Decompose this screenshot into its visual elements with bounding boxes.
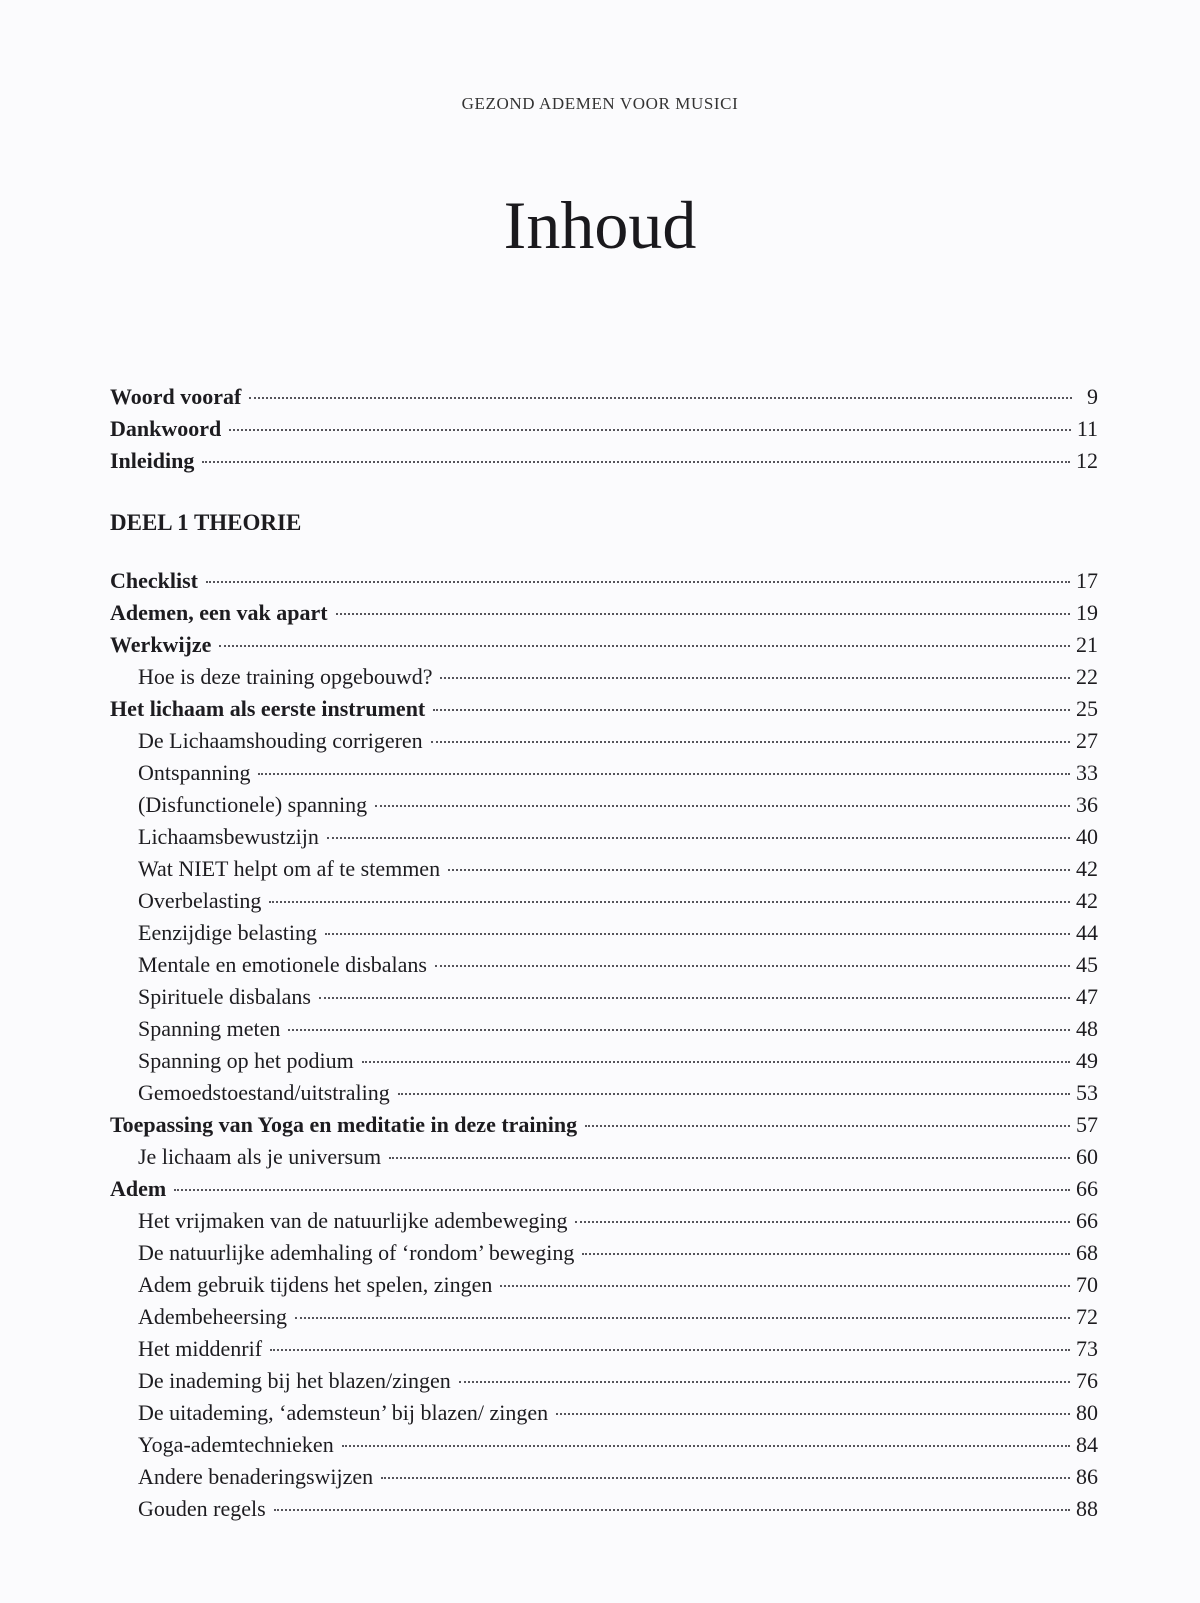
toc-chapter-entry[interactable]: [110, 600, 1098, 632]
toc-entry-label: Wat NIET helpt om af te stemmen: [138, 856, 441, 881]
toc-entry-page: 72: [1076, 1304, 1098, 1329]
toc-entry-label: (Disfunctionele) spanning: [138, 792, 368, 817]
toc-entry-page: 11: [1076, 416, 1098, 441]
dot-leader: [448, 869, 1070, 871]
toc-entry-label: Spanning op het podium: [138, 1048, 354, 1073]
toc-chapter-entry[interactable]: [110, 1176, 1098, 1208]
toc-section-entry[interactable]: [110, 1304, 1098, 1336]
toc-part-1: [110, 568, 1098, 1528]
toc-entry-label: Checklist: [110, 568, 198, 593]
toc-entry-label: De natuurlijke ademhaling of ‘rondom’ beweging: [138, 1240, 575, 1265]
toc-section-entry[interactable]: [110, 984, 1098, 1016]
toc-entry-page: 80: [1076, 1400, 1098, 1425]
toc-entry-page: 68: [1076, 1240, 1098, 1265]
toc-entry-page: 42: [1076, 888, 1098, 913]
dot-leader: [398, 1093, 1070, 1095]
toc-entry-label: Je lichaam als je universum: [138, 1144, 382, 1169]
toc-section-entry[interactable]: [110, 920, 1098, 952]
toc-entry-page: 25: [1076, 696, 1098, 721]
toc-entry-label: Yoga-ademtechnieken: [138, 1432, 334, 1457]
toc-section-entry[interactable]: [110, 1080, 1098, 1112]
toc-section-entry[interactable]: [110, 1048, 1098, 1080]
toc-chapter-entry[interactable]: [110, 1112, 1098, 1144]
toc-entry-label: Gemoedstoestand/uitstraling: [138, 1080, 390, 1105]
toc-entry-page: 47: [1076, 984, 1098, 1009]
dot-leader: [381, 1477, 1070, 1479]
dot-leader: [585, 1125, 1070, 1127]
toc-entry-label: Het lichaam als eerste instrument: [110, 696, 426, 721]
dot-leader: [500, 1285, 1070, 1287]
toc-section-entry[interactable]: [110, 760, 1098, 792]
toc-entry-label: Hoe is deze training opgebouwd?: [138, 664, 433, 689]
dot-leader: [362, 1061, 1070, 1063]
dot-leader: [431, 741, 1070, 743]
dot-leader: [174, 1189, 1070, 1191]
toc-entry-page: 73: [1076, 1336, 1098, 1361]
toc-section-entry[interactable]: [110, 1336, 1098, 1368]
toc-entry-label: Toepassing van Yoga en meditatie in deze training: [110, 1112, 578, 1137]
toc-entry-label: Gouden regels: [138, 1496, 266, 1521]
toc-chapter-entry[interactable]: [110, 632, 1098, 664]
toc-entry-label: Eenzijdige belasting: [138, 920, 317, 945]
toc-entry-label: Lichaamsbewustzijn: [138, 824, 319, 849]
running-head: GEZOND ADEMEN VOOR MUSICI: [461, 94, 739, 113]
toc-section-entry[interactable]: [110, 952, 1098, 984]
toc-entry-label: Het vrijmaken van de natuurlijke adembeweging: [138, 1208, 568, 1233]
dot-leader: [342, 1445, 1070, 1447]
toc-section-entry[interactable]: [110, 1240, 1098, 1272]
dot-leader: [582, 1253, 1070, 1255]
toc-entry-label: Adembeheersing: [138, 1304, 288, 1329]
toc-section-entry[interactable]: [110, 1400, 1098, 1432]
toc-entry-label: Woord vooraf: [110, 384, 242, 409]
toc-chapter-entry[interactable]: [110, 568, 1098, 600]
dot-leader: [295, 1317, 1070, 1319]
dot-leader: [575, 1221, 1070, 1223]
toc-entry-label: Inleiding: [110, 448, 195, 473]
toc-entry-label: De inademing bij het blazen/zingen: [138, 1368, 451, 1393]
toc-entry-page: 53: [1076, 1080, 1098, 1105]
dot-leader: [556, 1413, 1070, 1415]
dot-leader: [375, 805, 1070, 807]
toc-section-entry[interactable]: [110, 1272, 1098, 1304]
toc-section-entry[interactable]: [110, 1432, 1098, 1464]
toc-entry[interactable]: [110, 384, 1098, 416]
toc-entry-page: 48: [1076, 1016, 1098, 1041]
dot-leader: [327, 837, 1070, 839]
dot-leader: [325, 933, 1070, 935]
toc-section-entry[interactable]: [110, 824, 1098, 856]
toc-entry-page: 45: [1076, 952, 1098, 977]
toc-entry-label: Ademen, een vak apart: [110, 600, 328, 625]
dot-leader: [336, 613, 1070, 615]
toc-entry-page: 66: [1076, 1208, 1098, 1233]
toc-entry-label: Mentale en emotionele disbalans: [138, 952, 427, 977]
toc-section-entry[interactable]: [110, 1496, 1098, 1528]
dot-leader: [206, 581, 1070, 583]
toc-section-entry[interactable]: [110, 664, 1098, 696]
toc-entry-page: 36: [1076, 792, 1098, 817]
toc-entry[interactable]: [110, 416, 1098, 448]
toc-entry-page: 57: [1076, 1112, 1098, 1137]
toc-entry-page: 42: [1076, 856, 1098, 881]
dot-leader: [433, 709, 1070, 711]
dot-leader: [319, 997, 1070, 999]
dot-leader: [269, 901, 1070, 903]
toc-section-entry[interactable]: [110, 1016, 1098, 1048]
toc-section-entry[interactable]: [110, 888, 1098, 920]
toc-entry-page: 70: [1076, 1272, 1098, 1297]
toc-entry-label: Adem: [110, 1176, 167, 1201]
toc-entry-label: Adem gebruik tijdens het spelen, zingen: [138, 1272, 493, 1297]
toc-entry-label: Ontspanning: [138, 760, 251, 785]
toc-entry-page: 19: [1076, 600, 1098, 625]
toc-section-entry[interactable]: [110, 856, 1098, 888]
toc-section-entry[interactable]: [110, 1464, 1098, 1496]
toc-entry-page: 60: [1076, 1144, 1098, 1169]
toc-entry-label: Overbelasting: [138, 888, 262, 913]
part-heading: DEEL 1 THEORIE: [110, 510, 302, 535]
toc-entry-page: 22: [1076, 664, 1098, 689]
dot-leader: [440, 677, 1070, 679]
toc-entry-page: 66: [1076, 1176, 1098, 1201]
dot-leader: [219, 645, 1070, 647]
toc-entry-label: De uitademing, ‘ademsteun’ bij blazen/ zingen: [138, 1400, 549, 1425]
toc-section-entry[interactable]: [110, 1208, 1098, 1240]
toc-section-entry[interactable]: [110, 1144, 1098, 1176]
toc-entry[interactable]: [110, 448, 1098, 480]
toc-entry-page: 33: [1076, 760, 1098, 785]
toc-entry-page: 9: [1087, 384, 1098, 409]
toc-entry-label: Andere benaderingswijzen: [138, 1464, 374, 1489]
toc-section-entry[interactable]: [110, 1368, 1098, 1400]
dot-leader: [202, 461, 1070, 463]
toc-entry-page: 40: [1076, 824, 1098, 849]
toc-entry-page: 27: [1076, 728, 1098, 753]
toc-entry-label: Dankwoord: [110, 416, 222, 441]
toc-entry-label: Het middenrif: [138, 1336, 263, 1361]
toc-entry-page: 12: [1076, 448, 1098, 473]
dot-leader: [435, 965, 1070, 967]
dot-leader: [249, 397, 1072, 399]
dot-leader: [270, 1349, 1070, 1351]
page-title: Inhoud: [503, 187, 697, 263]
toc-entry-page: 44: [1076, 920, 1098, 945]
dot-leader: [389, 1157, 1070, 1159]
toc-chapter-entry[interactable]: [110, 696, 1098, 728]
toc-entry-label: Spanning meten: [138, 1016, 281, 1041]
toc-entry-page: 88: [1076, 1496, 1098, 1521]
toc-front-matter: [110, 384, 1098, 480]
toc-entry-page: 76: [1076, 1368, 1098, 1393]
dot-leader: [258, 773, 1070, 775]
toc-entry-page: 21: [1076, 632, 1098, 657]
dot-leader: [229, 429, 1071, 431]
toc-section-entry[interactable]: [110, 728, 1098, 760]
toc-entry-page: 49: [1076, 1048, 1098, 1073]
dot-leader: [274, 1509, 1070, 1511]
toc-entry-page: 17: [1076, 568, 1098, 593]
toc-entry-page: 86: [1076, 1464, 1098, 1489]
toc-entry-label: Werkwijze: [110, 632, 212, 657]
toc-entry-page: 84: [1076, 1432, 1098, 1457]
dot-leader: [288, 1029, 1070, 1031]
dot-leader: [459, 1381, 1070, 1383]
toc-entry-label: De Lichaamshouding corrigeren: [138, 728, 423, 753]
toc-entry-label: Spirituele disbalans: [138, 984, 311, 1009]
toc-section-entry[interactable]: [110, 792, 1098, 824]
